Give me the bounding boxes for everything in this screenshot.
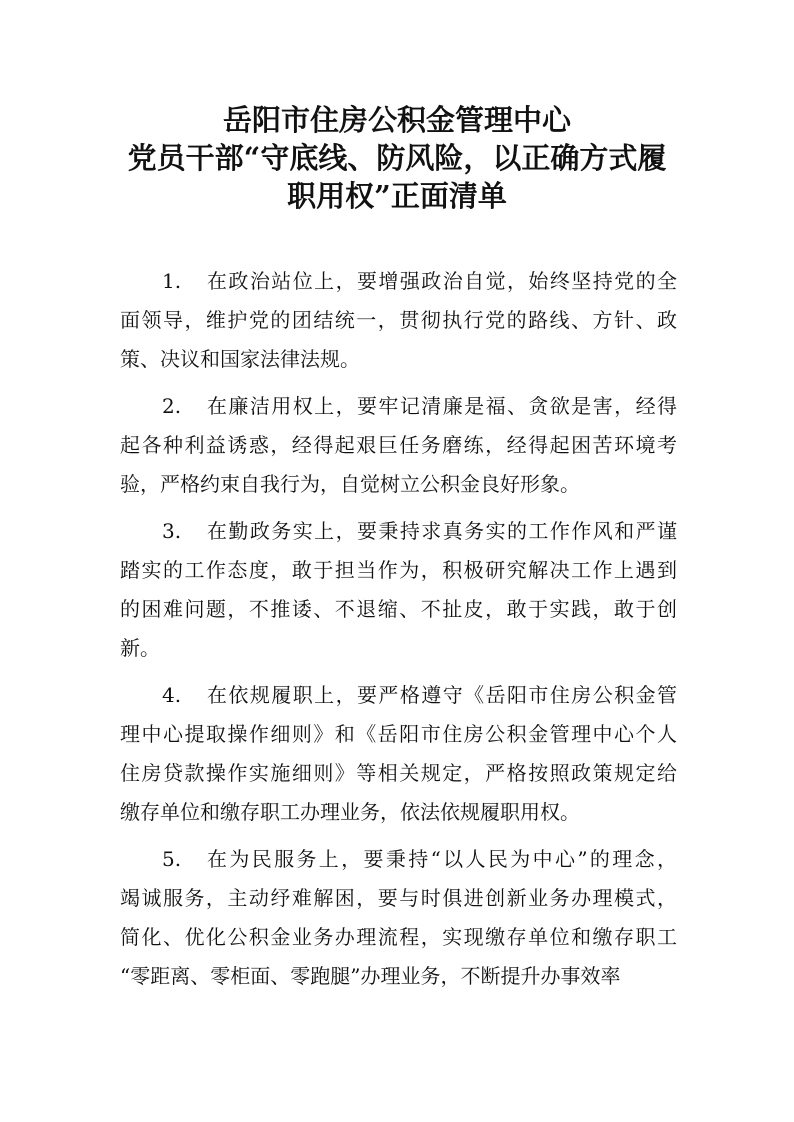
paragraph-line [120, 262, 677, 301]
title-line: 职用权”正面清单 [287, 179, 507, 213]
title-line: 党员干部“守底线、防风险，以正确方式履 [127, 141, 667, 175]
paragraph-line [120, 387, 677, 426]
paragraph-line [120, 551, 677, 590]
title-line: 岳阳市住房公积金管理中心 [222, 103, 571, 137]
line-text: 竭诚服务，主动纾难解困，要与时俱进创新业务办理模式， [120, 886, 677, 910]
line-text: 在勤政务实上，要秉持求真务实的工作作风和严谨 [207, 519, 677, 543]
paragraph-line [120, 957, 677, 996]
paragraph-line [120, 301, 677, 340]
paragraph-line [120, 340, 677, 379]
paragraph-line [120, 590, 677, 629]
line-text: 住房贷款操作实施细则》等相关规定，严格按照政策规定给 [120, 761, 677, 785]
paragraph-line [120, 879, 677, 918]
paragraph-line [120, 793, 677, 832]
item-number: 1. [162, 269, 182, 293]
item-number: 4. [162, 683, 182, 707]
line-text: 理中心提取操作细则》和《岳阳市住房公积金管理中心个人 [120, 722, 677, 746]
paragraph-line [120, 840, 677, 879]
list-item [120, 262, 677, 379]
list-item [120, 387, 677, 504]
paragraph-line [120, 715, 677, 754]
line-text: 起各种利益诱惑，经得起艰巨任务磨练，经得起困苦环境考 [120, 433, 677, 457]
line-text: 踏实的工作态度，敢于担当作为，积极研究解决工作上遇到 [120, 558, 677, 582]
line-text: 的困难问题，不推诿、不退缩、不扯皮，敢于实践，敢于创 [120, 597, 677, 621]
line-text: 简化、优化公积金业务办理流程，实现缴存单位和缴存职工 [120, 925, 677, 949]
list-item [120, 512, 677, 668]
line-text: 验，严格约束自我行为，自觉树立公积金良好形象。 [120, 472, 580, 496]
line-text: 新。 [120, 636, 160, 660]
paragraph-line [120, 754, 677, 793]
item-number: 5. [162, 847, 182, 871]
paragraph-line [120, 629, 677, 668]
document-title [0, 101, 794, 215]
line-text: 策、决议和国家法律法规。 [120, 347, 360, 371]
line-text: 缴存单位和缴存职工办理业务，依法依规履职用权。 [120, 800, 580, 824]
line-text: “零距离、零柜面、零跑腿”办理业务，不断提升办事效率 [120, 964, 621, 988]
paragraph-line [120, 465, 677, 504]
document-body [120, 262, 677, 1004]
line-text: 面领导，维护党的团结统一，贯彻执行党的路线、方针、政 [120, 308, 677, 332]
paragraph-line [120, 426, 677, 465]
item-number: 3. [162, 519, 182, 543]
paragraph-line [120, 676, 677, 715]
paragraph-line [120, 918, 677, 957]
list-item [120, 840, 677, 996]
line-text: 在廉洁用权上，要牢记清廉是福、贪欲是害，经得 [207, 394, 677, 418]
line-text: 在依规履职上，要严格遵守《岳阳市住房公积金管 [207, 683, 677, 707]
item-number: 2. [162, 394, 182, 418]
line-text: 在政治站位上，要增强政治自觉，始终坚持党的全 [207, 269, 677, 293]
line-text: 在为民服务上，要秉持“以人民为中心”的理念， [207, 847, 677, 871]
list-item [120, 676, 677, 832]
paragraph-line [120, 512, 677, 551]
